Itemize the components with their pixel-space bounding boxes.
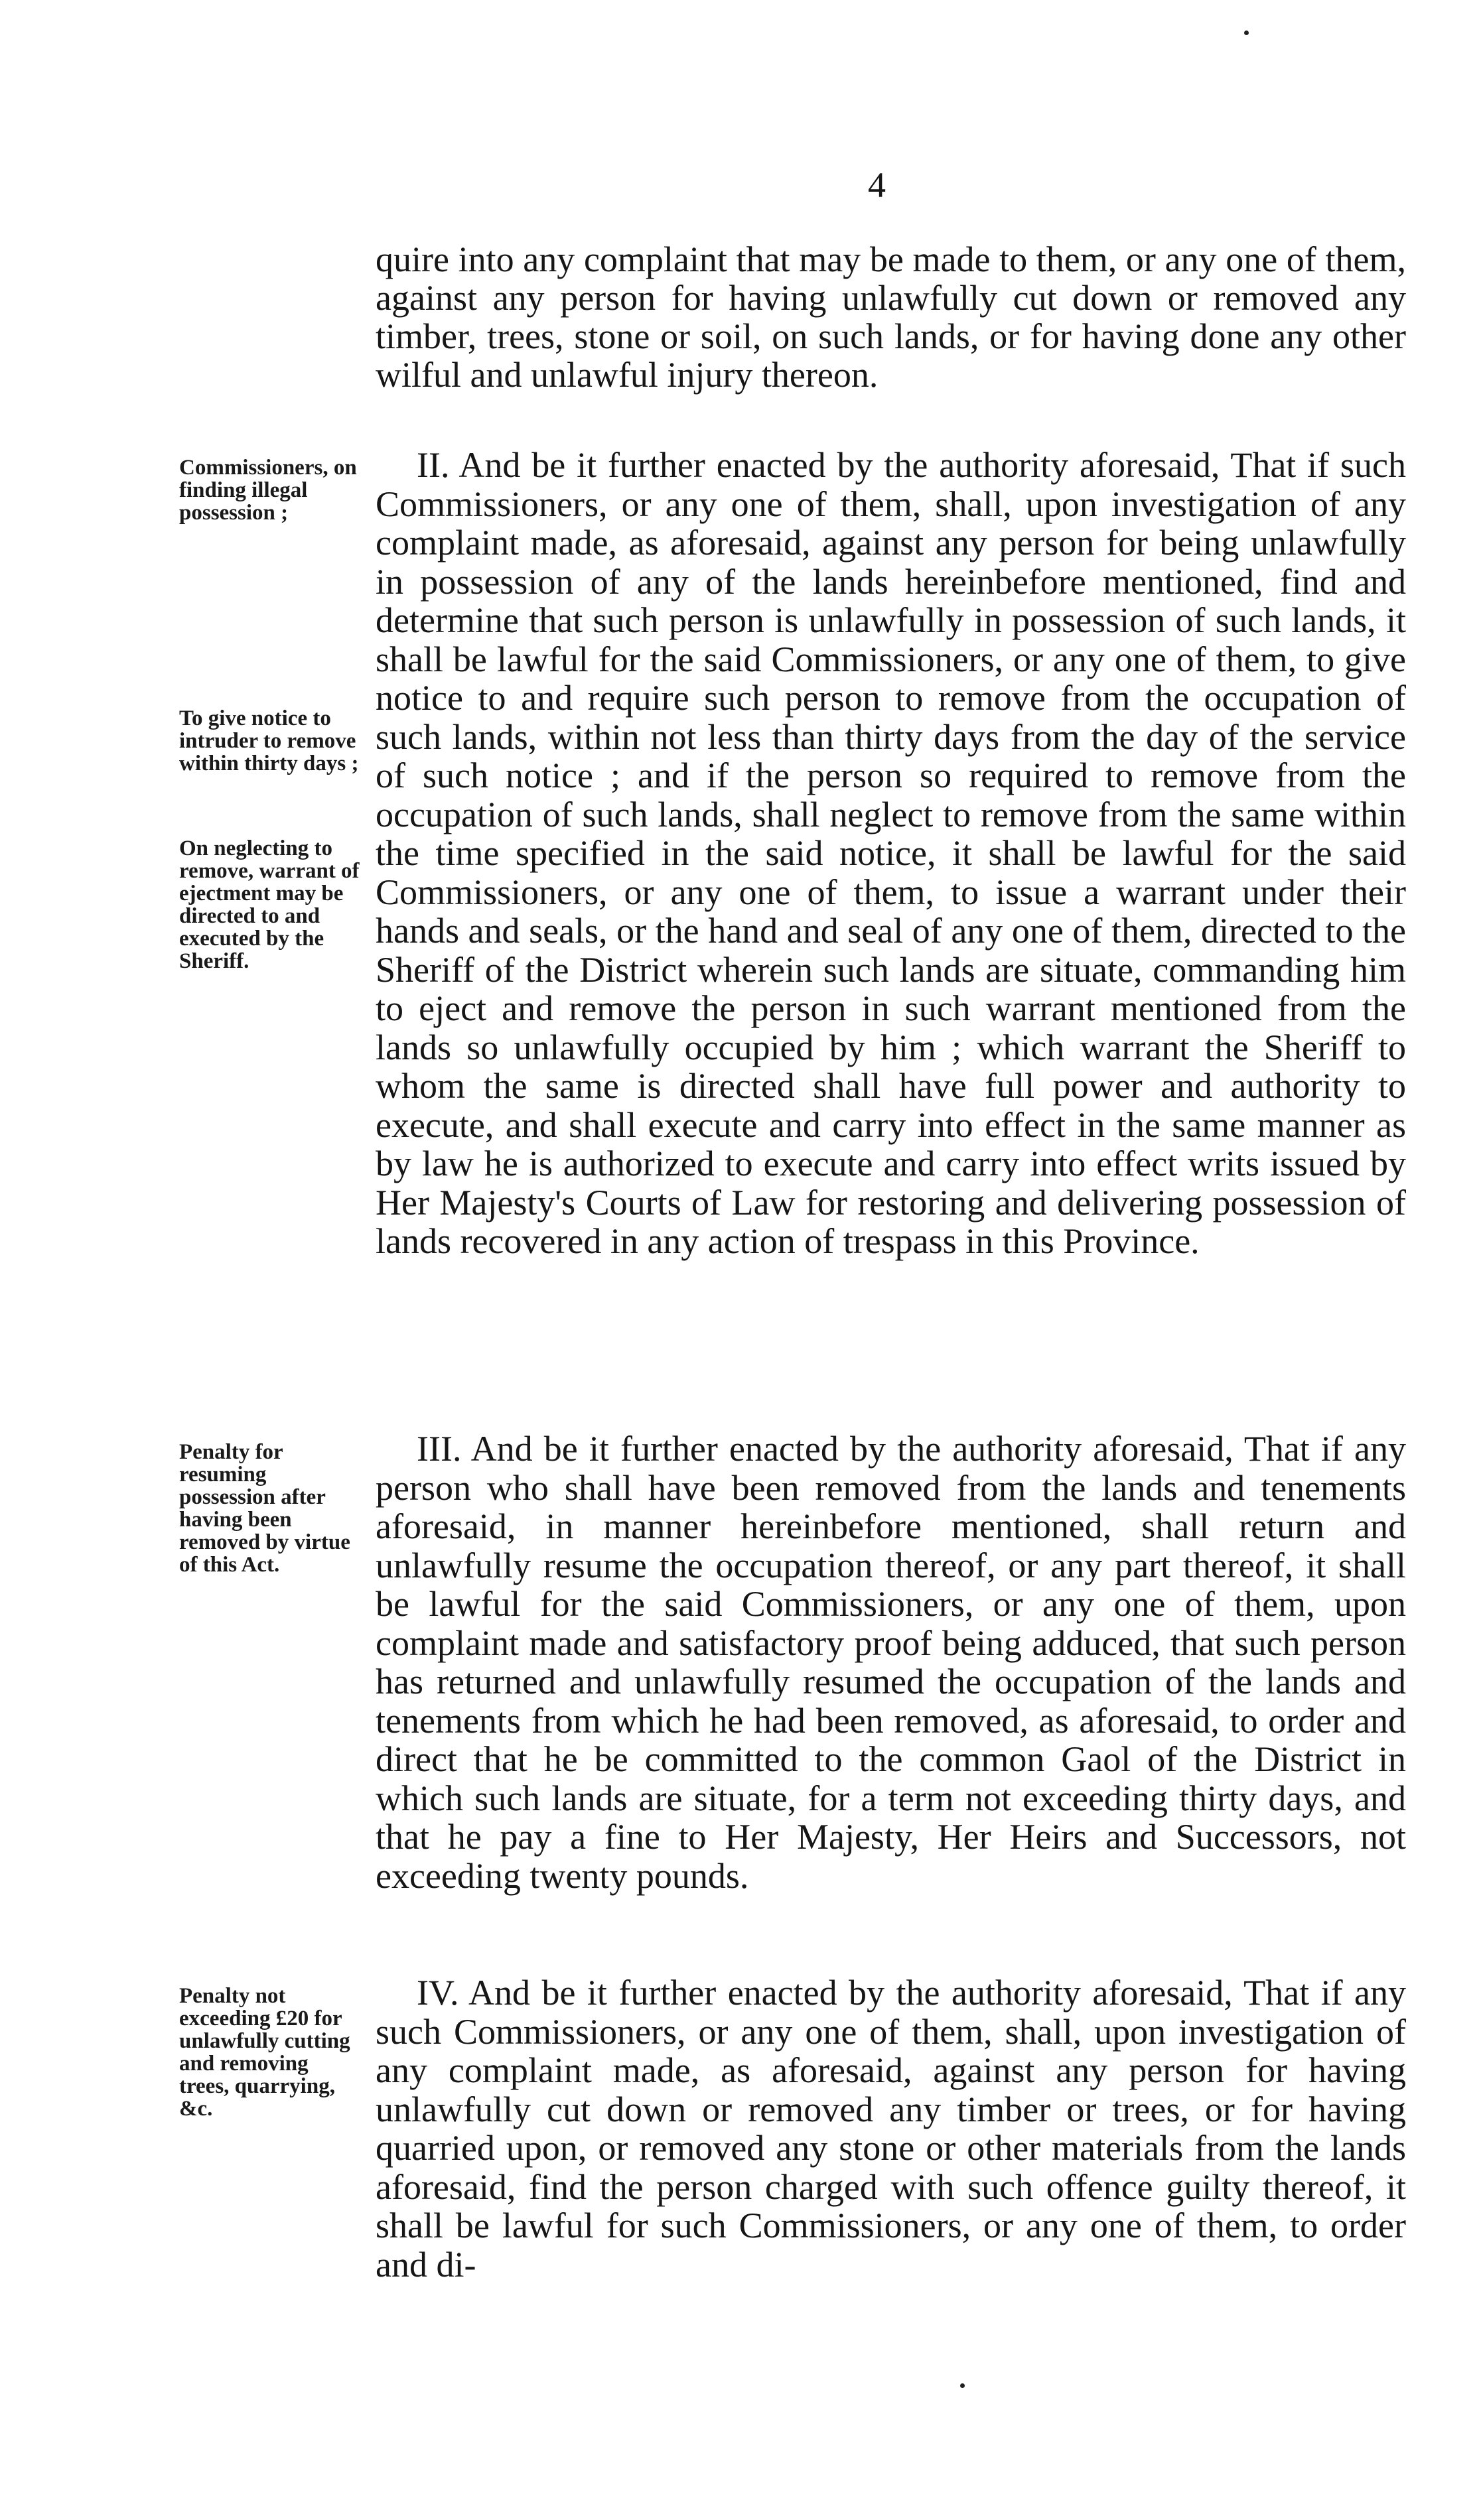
section-2-numeral: II.	[417, 445, 450, 485]
section-4	[376, 1973, 1406, 2284]
section-2	[376, 446, 1406, 1261]
page-number: 4	[868, 165, 886, 205]
section-3	[376, 1429, 1406, 1895]
scan-speck	[960, 2383, 965, 2388]
section-2-text: And be it further enacted by the authority aforesaid, That if such Commissioners, or any one of them, shall, upon investigation of any complaint made, as aforesaid, against any person for being unlawfully in possession of any of the lands hereinbefore mentioned, find and determine that such person is unlawfully in possession of such lands, it shall be lawful for the said Commissioners, or any one of them, to give notice to and require such person to remove from the occupation of such lands, within not less than thirty days from the day of the service of such notice ; and if the person so required to remove from the occupation of such lands, shall neglect to remove from the same within the time specified in the said notice, it shall be lawful for the said Commissioners, or any one of them, to issue a warrant under their hands and seals, or the hand and seal of any one of them, directed to the Sheriff of the District wherein such lands are situate, commanding him to eject and remove the person in such warrant mentioned from the lands so unlawfully occupied by him ; which warrant the Sheriff to whom the same is directed shall have full power and authority to execute, and shall execute and carry into effect in the same manner as by law he is authorized to execute and carry into effect writs issued by Her Majesty's Courts of Law for restoring and delivering possession of lands recovered in any action of trespass in this Province.	[376, 445, 1406, 1261]
section-3-numeral: III.	[417, 1429, 462, 1469]
sidenote-penalty-resuming: Penalty for resuming possession after having been removed by virtue of this Act.	[179, 1440, 350, 1577]
sidenote-warrant-ejectment: On neglecting to remove, warrant of ejectment may be directed to and executed by the Sheriff.	[179, 836, 360, 973]
continuation-paragraph: quire into any complaint that may be made to them, or any one of them, against any person for having unlawfully cut down or removed any timber, trees, stone or soil, on such lands, or for having done any other wilful and unlawful injury thereon.	[376, 239, 1406, 395]
sidenote-penalty-trees: Penalty not exceeding £20 for unlawfully cutting and removing trees, quarrying, &c.	[179, 1984, 350, 2121]
sidenote-give-notice: To give notice to intruder to remove within thirty days ;	[179, 706, 359, 775]
section-3-text: And be it further enacted by the authority aforesaid, That if any person who shall have been removed from the lands and tenements aforesaid, in manner hereinbefore mentioned, shall return and unlawfully resume the occupation thereof, or any part thereof, it shall be lawful for the said Commissioners, or any one of them, upon complaint made and satisfactory proof being adduced, that such person has returned and unlawfully resumed the occupation of the lands and tenements from which he had been removed, as aforesaid, to order and direct that he be committed to the common Gaol of the District in which such lands are situate, for a term not exceeding thirty days, and that he pay a fine to Her Majesty, Her Heirs and Successors, not exceeding twenty pounds.	[376, 1429, 1406, 1896]
scan-speck	[1244, 31, 1249, 35]
section-4-numeral: IV.	[417, 1973, 459, 2013]
section-4-text: And be it further enacted by the authority aforesaid, That if any such Commissioners, or any one of them, shall, upon investigation of any complaint made, as aforesaid, against any person for having unlawfully cut down or removed any timber or trees, or for having quarried upon, or removed any stone or other materials from the lands aforesaid, find the person charged with such offence guilty thereof, it shall be lawful for such Commissioners, or any one of them, to order and di-	[376, 1973, 1406, 2285]
sidenote-commissioners-finding: Commissioners, on finding illegal possession ;	[179, 456, 357, 525]
